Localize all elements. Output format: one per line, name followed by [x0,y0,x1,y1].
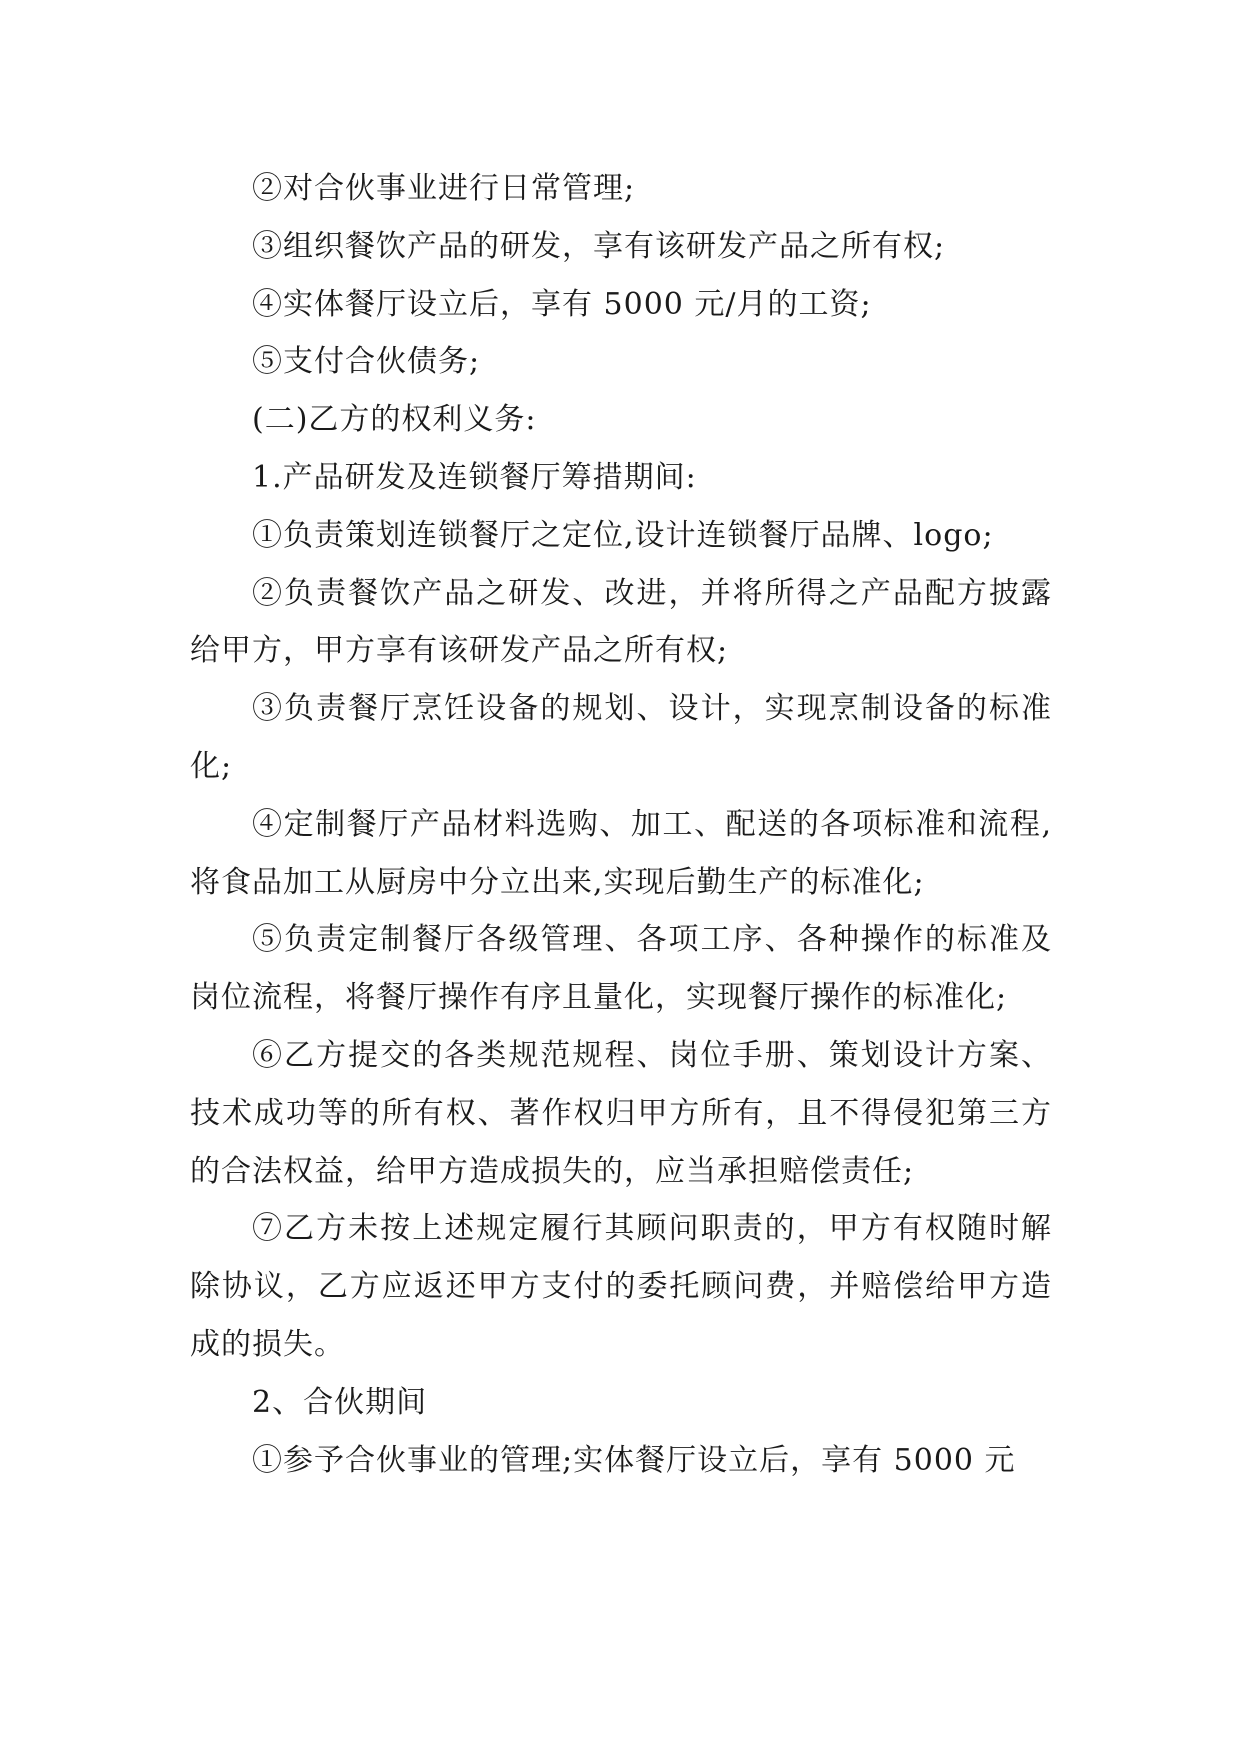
paragraph-duty-product-research: ③组织餐饮产品的研发，享有该研发产品之所有权; [252,228,946,264]
paragraph-b-operation-standards: ⑤负责定制餐厅各级管理、各项工序、各种操作的标准及岗位流程，将餐厅操作有序且量化，实现餐厅操作的标准化; [190,922,1052,1016]
paragraph-duty-daily-management: ②对合伙事业进行日常管理; [252,171,636,206]
paragraph-b-termination: ⑦乙方未按上述规定履行其顾问职责的，甲方有权随时解除协议，乙方应返还甲方支付的委托顾问费，并赔偿给甲方造成的损失。 [190,1211,1052,1362]
document-body [190,160,1052,1489]
paragraph-b-equipment-standardization: ③负责餐厅烹饪设备的规划、设计，实现烹制设备的标准化; [190,691,1052,784]
section-heading-party-b: (二)乙方的权利义务: [252,402,537,438]
paragraph-b-material-standards: ④定制餐厅产品材料选购、加工、配送的各项标准和流程,将食品加工从厨房中分立出来,实现后勤生产的标准化; [190,806,1052,900]
paragraph-duty-salary: ④实体餐厅设立后，享有 5000 元/月的工资; [252,286,872,322]
paragraph-duty-pay-debts: ⑤支付合伙债务; [252,344,481,380]
paragraph-b-positioning-brand: ①负责策划连锁餐厅之定位,设计连锁餐厅品牌、logo; [252,517,994,553]
paragraph-b-product-development: ②负责餐饮产品之研发、改进，并将所得之产品配方披露给甲方，甲方享有该研发产品之所有权; [190,575,1052,669]
subsection-heading-preparation-period: 1.产品研发及连锁餐厅筹措期间: [252,459,697,495]
paragraph-b-ownership-rights: ⑥乙方提交的各类规范规程、岗位手册、策划设计方案、技术成功等的所有权、著作权归甲方所有，且不得侵犯第三方的合法权益，给甲方造成损失的，应当承担赔偿责任; [190,1037,1052,1189]
paragraph-b-partnership-management: ①参予合伙事业的管理;实体餐厅设立后，享有 5000 元 [252,1442,1016,1478]
subsection-heading-partnership-period: 2、合伙期间 [252,1384,428,1420]
